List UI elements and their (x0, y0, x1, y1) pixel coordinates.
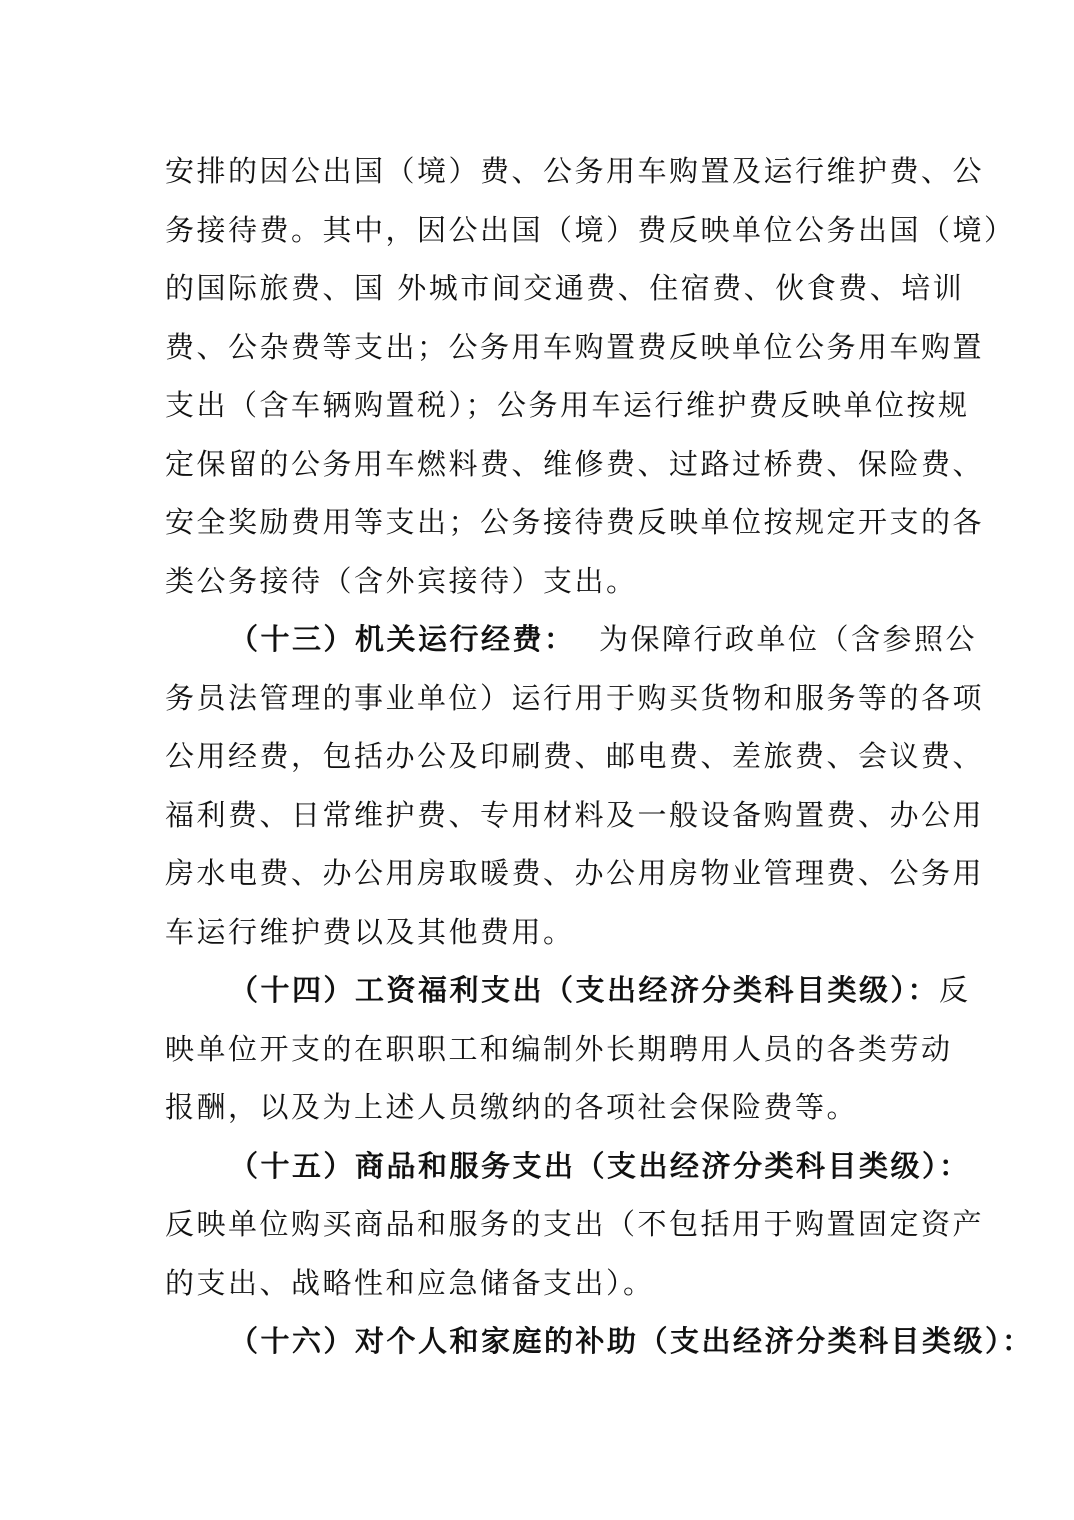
text-span (576, 622, 599, 656)
text-line (165, 610, 977, 669)
paragraph-15 (165, 1137, 985, 1313)
text-line (165, 1312, 1034, 1371)
paragraph-13 (165, 610, 985, 961)
text-line: 支出（含车辆购置税）；公务用车运行维护费反映单位按规 (165, 388, 970, 422)
paragraph-16 (165, 1312, 1034, 1371)
document-body (165, 142, 1034, 1371)
section-heading-15: （十五）商品和服务支出（支出经济分类科目类级）： (229, 1148, 971, 1183)
text-span: 为保障行政单位（含参照公 (598, 622, 977, 656)
text-line: 福利费、日常维护费、专用材料及一般设备购置费、办公用 (165, 797, 985, 832)
text-line: 公用经费，包括办公及印刷费、邮电费、差旅费、会议费、 (165, 739, 985, 773)
text-line (165, 1137, 971, 1196)
text-line: 定保留的公务用车燃料费、维修费、过路过桥费、保险费、 (165, 446, 985, 481)
text-line: 费、公杂费等支出；公务用车购置费反映单位公务用车购置 (165, 329, 985, 364)
text-line: 房水电费、办公用房取暖费、办公用房物业管理费、公务用 (165, 856, 985, 890)
text-line: 安排的因公出国（境）费、公务用车购置及运行维护费、公 (165, 154, 985, 188)
text-line: 类公务接待（含外宾接待）支出。 (165, 563, 638, 598)
text-line: 安全奖励费用等支出；公务接待费反映单位按规定开支的各 (165, 505, 985, 539)
text-line: 务员法管理的事业单位）运行用于购买货物和服务等的各项 (165, 680, 985, 715)
text-line: 的国际旅费、国 外城市间交通费、住宿费、伙食费、培训 (165, 271, 965, 305)
paragraph-public-funds (165, 142, 1016, 610)
paragraph-14 (165, 961, 971, 1137)
text-span: 反 (939, 973, 971, 1007)
section-heading-13: （十三）机关运行经费： (229, 622, 576, 656)
text-line: 映单位开支的在职职工和编制外长期聘用人员的各类劳动 (165, 1031, 953, 1066)
text-line: 的支出、战略性和应急储备支出）。 (165, 1265, 655, 1300)
text-line: 务接待费。其中，因公出国（境）费反映单位公务出国（境） (165, 212, 1016, 247)
section-heading-16: （十六）对个人和家庭的补助（支出经济分类科目类级）： (229, 1324, 1034, 1358)
section-heading-14: （十四）工资福利支出（支出经济分类科目类级）： (229, 973, 940, 1007)
text-line: 车运行维护费以及其他费用。 (165, 914, 575, 949)
text-line: 反映单位购买商品和服务的支出（不包括用于购置固定资产 (165, 1207, 985, 1241)
text-line: 报酬，以及为上述人员缴纳的各项社会保险费等。 (165, 1090, 859, 1124)
text-line (165, 961, 971, 1020)
